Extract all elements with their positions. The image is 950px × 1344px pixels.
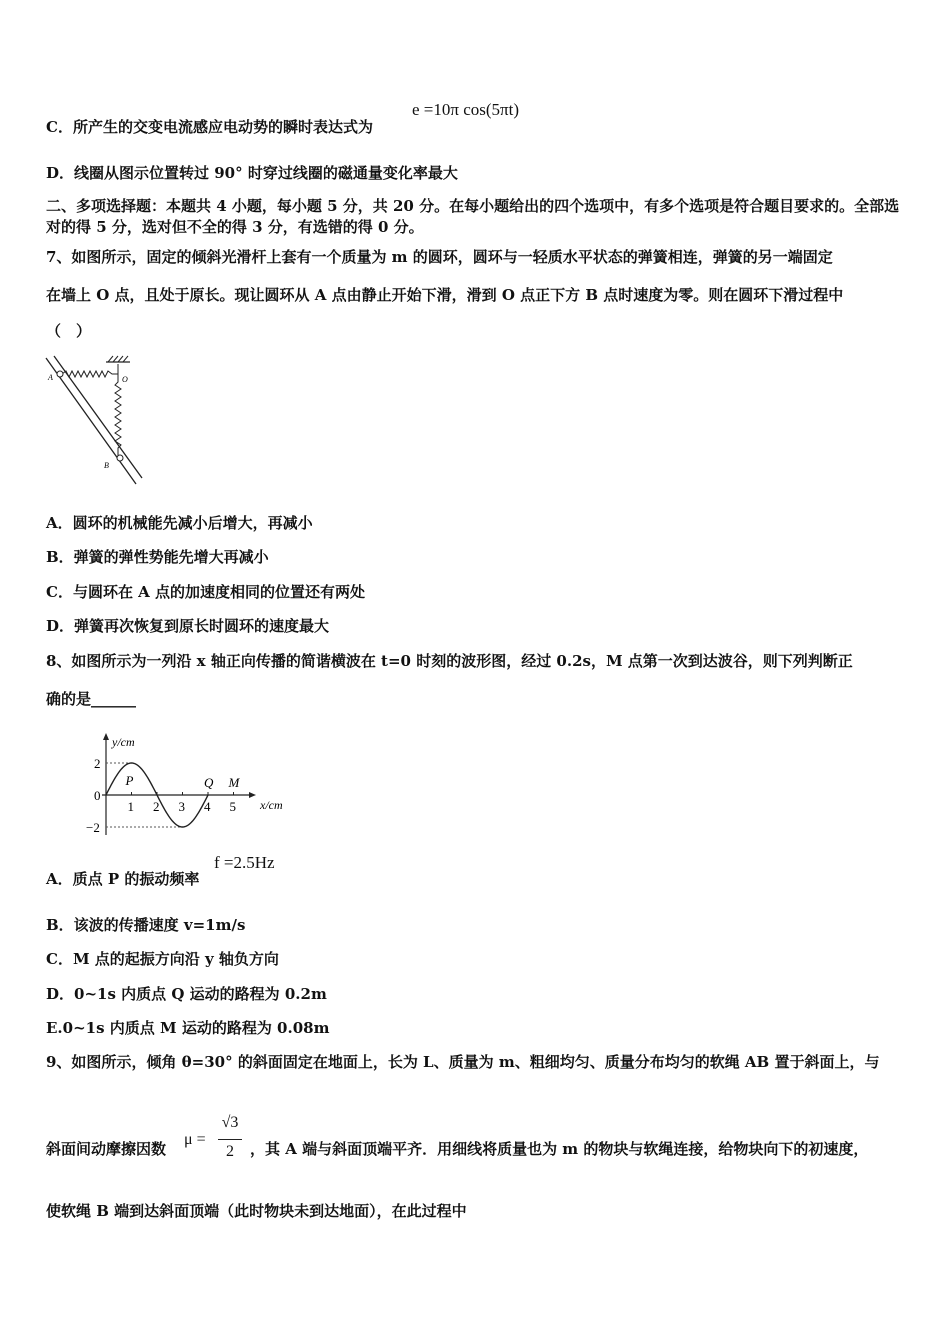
q7-option-c: C．与圆环在 A 点的加速度相同的位置还有两处 [46,583,366,601]
q8-stem-line2: 确的是______ [46,690,137,708]
q9-stem-line3: 使软绳 B 端到达斜面顶端（此时物块未到达地面），在此过程中 [46,1202,467,1220]
q8-option-a: A．质点 P 的振动频率 [46,870,200,888]
q8-option-e: E.0~1s 内质点 M 运动的路程为 0.08m [46,1019,330,1037]
y-tick-label: 0 [94,788,101,803]
x-tick-label: 3 [178,799,185,814]
q6-option-c: C．所产生的交变电流感应电动势的瞬时表达式为 [46,118,373,136]
mu-numerator: √3 [221,1114,239,1131]
y-tick-label: 2 [94,756,101,771]
q8-option-d: D．0~1s 内质点 Q 运动的路程为 0.2m [46,985,327,1003]
y-axis-arrow [103,733,109,740]
point-label-m: M [228,775,240,790]
ring-at-b [117,455,123,461]
x-tick-label: 1 [127,799,134,814]
y-tick-label: −2 [86,820,100,835]
q7-stem-line3: （ ） [46,322,92,340]
q9-stem-line2b: ，其 A 端与斜面顶端平齐．用细线将质量也为 m 的物块与软绳连接，给物块向下的初速度， [250,1140,869,1158]
q7-stem-line2: 在墙上 O 点，且处于原长。现让圆环从 A 点由静止开始下滑，滑到 O 点正下方 B 点时速度为零。则在圆环下滑过程中 [46,286,844,304]
fraction-bar [218,1139,242,1140]
x-tick-label: 2 [153,799,160,814]
wall-hatch [108,356,128,362]
q6-option-c-formula: e =10π cos(5πt) [412,100,520,119]
q7-option-a: A．圆环的机械能先减小后增大，再减小 [46,514,313,532]
q8-option-a-formula: f =2.5Hz [214,853,275,872]
q8-stem-line1: 8、如图所示为一列沿 x 轴正向传播的简谐横波在 t=0 时刻的波形图，经过 0.2s，M 点第一次到达波谷，则下列判断正 [46,652,853,670]
mu-symbol: μ = [184,1131,206,1148]
x-axis-label: x/cm [260,798,283,812]
q9-stem-line1: 9、如图所示，倾角 θ=30° 的斜面固定在地面上，长为 L、质量为 m、粗细均匀、质量分布均匀的软绳 AB 置于斜面上，与 [46,1053,880,1071]
q7-figure [40,352,150,492]
spring-horizontal [62,364,118,377]
point-label-q: Q [204,775,214,790]
q8-option-b: B．该波的传播速度 v=1m/s [46,916,246,934]
label-o: O [122,375,128,384]
q7-option-d: D．弹簧再次恢复到原长时圆环的速度最大 [46,617,330,635]
y-axis-label: y/cm [112,735,135,749]
q7-option-b: B．弹簧的弹性势能先增大再减小 [46,548,269,566]
x-tick-label: 4 [204,799,211,814]
label-b: B [104,461,109,470]
ring-at-a [57,371,63,377]
q6-option-d: D．线圈从图示位置转过 90° 时穿过线圈的磁通量变化率最大 [46,164,458,182]
chart-points [125,773,241,790]
x-tick-label: 5 [229,799,236,814]
label-a: A [48,373,53,382]
q7-stem-line1: 7、如图所示，固定的倾斜光滑杆上套有一个质量为 m 的圆环，圆环与一轻质水平状态的弹簧相连，弹簧的另一端固定 [46,248,833,266]
section-heading: 二、多项选择题：本题共 4 小题，每小题 5 分，共 20 分。在每小题给出的四个选项中，有多个选项是符合题目要求的。全部选对的得 5 分，选对但不全的得 3 分，有选错的得 0 分。 [46,197,900,236]
point-label-p: P [125,773,134,788]
q8-option-c: C．M 点的起振方向沿 y 轴负方向 [46,950,279,968]
q8-wave-chart [56,732,296,836]
q9-stem-line2a: 斜面间动摩擦因数 [46,1140,167,1158]
x-axis-arrow [249,792,256,798]
mu-denominator: 2 [226,1143,234,1160]
